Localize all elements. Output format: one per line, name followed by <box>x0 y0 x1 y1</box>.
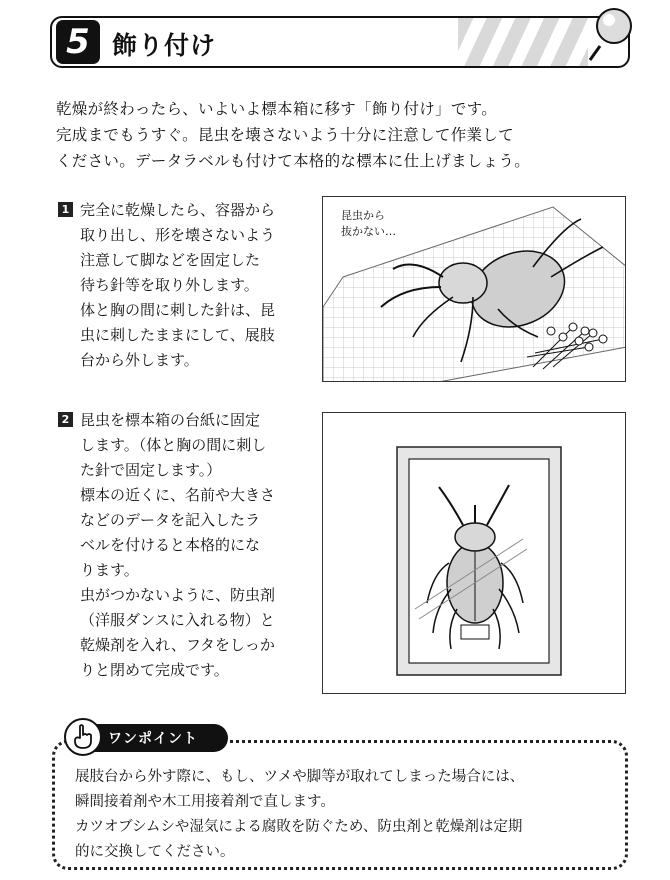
step-2-line: などのデータを記入したラ <box>80 511 261 529</box>
step-2-line: りと閉めて完成です。 <box>80 661 229 679</box>
tip-line: 的に交換してください。 <box>75 844 235 860</box>
step-2-number: 2 <box>58 412 73 427</box>
page-title: 飾り付け <box>112 31 217 60</box>
step-2-line: 標本の近くに、名前や大きさ <box>80 486 276 504</box>
step-2-line: します。（体と胸の間に刺し <box>80 436 267 454</box>
intro-paragraph <box>56 96 646 174</box>
step-1-line: 注意して脚などを固定した <box>80 251 261 269</box>
step-1-line: 待ち針等を取り外します。 <box>80 276 259 294</box>
specimen-box-illustration <box>323 413 627 695</box>
step-1-line: 体と胸の間に刺した針は、昆 <box>80 301 276 319</box>
intro-line: 乾燥が終わったら、いよいよ標本箱に移す「飾り付け」です。 <box>56 100 498 118</box>
step-2-line: 乾燥剤を入れ、フタをしっか <box>80 636 275 654</box>
figure-remove-pins <box>322 196 626 382</box>
step-2 <box>58 408 308 683</box>
tip-line: 展肢台から外す際に、もし、ツメや脚等が取れてしまった場合には、 <box>75 769 525 785</box>
step-1-line: 取り出し、形を壊さないよう <box>80 226 276 244</box>
hand-pointing-icon <box>64 718 102 756</box>
figure-caption-line: 抜かない… <box>341 225 396 238</box>
figure-caption-line: 昆虫から <box>341 209 385 222</box>
onepoint-label: ワンポイント <box>70 724 228 752</box>
onepoint-tip-box <box>52 740 628 870</box>
header-stripes <box>458 18 588 66</box>
tip-line: カツオブシムシや湿気による腐敗を防ぐため、防虫剤と乾燥剤は定期 <box>75 819 523 835</box>
figure-specimen-box <box>322 412 626 694</box>
intro-line: ください。データラベルも付けて本格的な標本に仕上げましょう。 <box>56 152 531 170</box>
step-2-line: た針で固定します。） <box>80 461 222 479</box>
beetle-board-illustration <box>323 197 626 382</box>
step-2-line: ベルを付けると本格的にな <box>80 536 261 554</box>
step-number-badge: 5 <box>56 20 100 64</box>
tip-line: 瞬間接着剤や木工用接着剤で直します。 <box>75 794 335 810</box>
step-1-line: 台から外します。 <box>80 351 199 369</box>
pushpin-icon <box>588 6 634 62</box>
step-1 <box>58 198 308 373</box>
step-1-number: 1 <box>58 202 73 217</box>
step-2-line: ります。 <box>80 561 139 579</box>
step-2-line: （洋服ダンスに入れる物）と <box>80 611 275 629</box>
step-1-line: 虫に刺したままにして、展肢 <box>80 326 275 344</box>
step-2-line: 虫がつかないように、防虫剤 <box>80 586 276 604</box>
intro-line: 完成までもうすぐ。昆虫を壊さないよう十分に注意して作業して <box>56 126 514 144</box>
step-2-line: 昆虫を標本箱の台紙に固定 <box>80 411 261 429</box>
step-1-line: 完全に乾燥したら、容器から <box>80 201 276 219</box>
